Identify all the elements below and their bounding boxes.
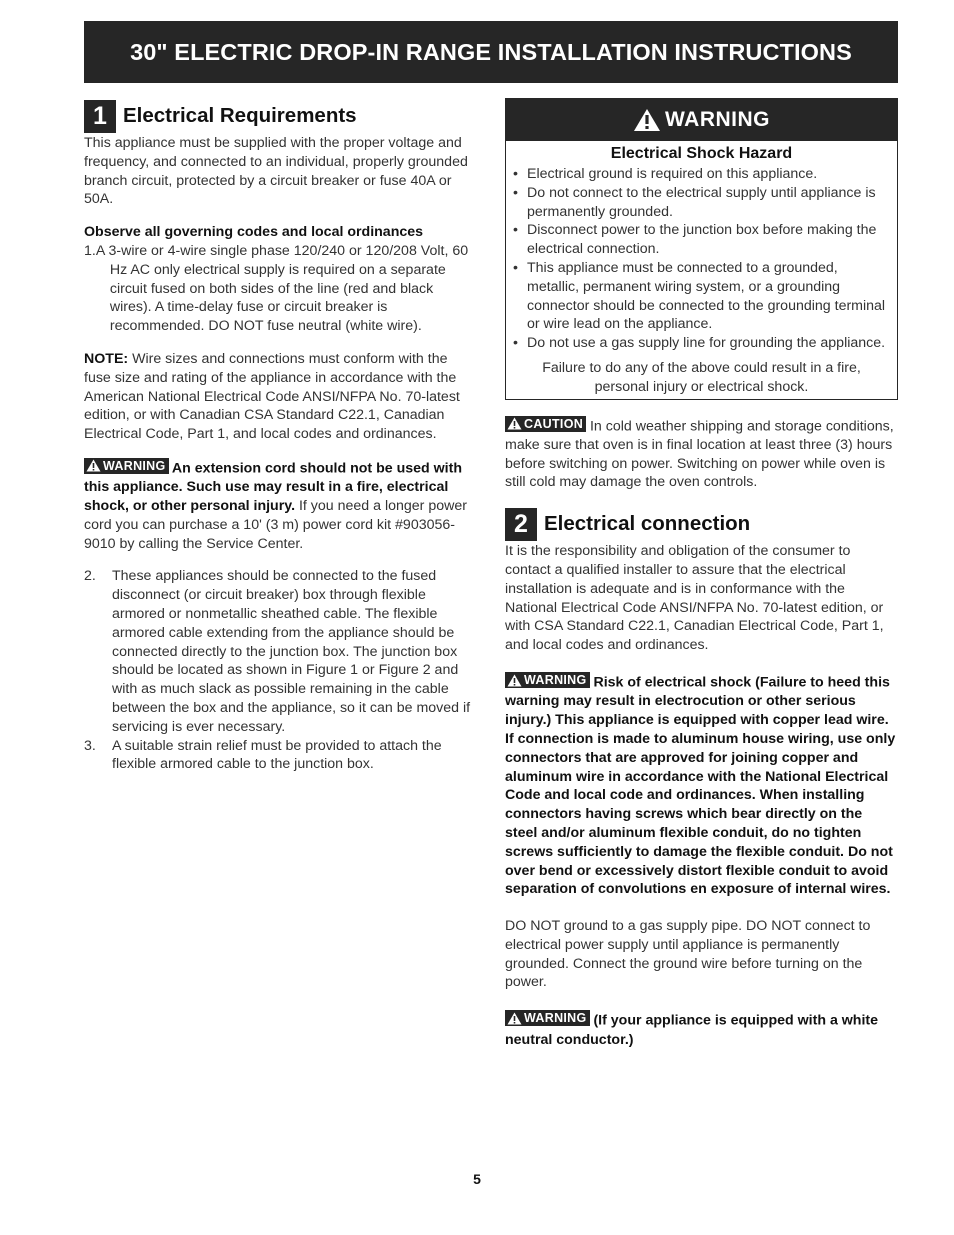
list-number: 1. [84,242,96,259]
section-number-badge: 2 [505,508,537,541]
electrical-shock-warning-box [505,98,898,400]
connection-intro: It is the responsibility and obligation of the consumer to contact a qualified installer to assure that the electrical installation is adequate and is in conformance with the National Electrical Code ANSI/NFPA No. 70-latest edition, or with CSA Standard C22.1, Canadian Electrical Code, Part 1, and local codes and ordinances. [505,543,884,654]
left-column [84,100,478,774]
note-text: Wire sizes and connections must conform with the fuse size and rating of the appliance in accordance with the American National Electrical Code ANSI/NFPA No. 70-latest edition, or with Canadian CSA Standard C22.1, Canadian Electrical Code, Part 1, and local codes and ordinances. [84,350,460,443]
warning-triangle-icon [507,417,522,430]
bullet-text: Electrical ground is required on this appliance. [527,166,818,182]
caution-text: In cold weather shipping and storage conditions, make sure that oven is in final location at least three (3) hours before switching on power. Switching on power while oven is still cold may damage the oven controls. [505,418,894,491]
list-item-3 [84,737,478,775]
warning-bold-text: (If your appliance is equipped with a white neutral conductor.) [505,1012,879,1048]
neutral-conductor-warning [505,1010,898,1049]
section-title: Electrical connection [544,512,751,536]
list-number: 2. [84,568,96,585]
list-item-2 [84,567,478,736]
extension-cord-warning [84,458,478,553]
warning-label-badge [84,458,169,474]
page-number: 5 [473,1171,481,1187]
list-text: These appliances should be connected to the fused disconnect (or circuit breaker) box through flexible armored or nonmetallic sheathed cable. The flexible armored cable extending from the appliance should be connected directly to the junction box. The junction box should be located as shown in Figure 1 or Figure 2 and with as much slack as possible remaining in the cable between the box and the appliance, so it can be moved if servicing is ever necessary. [112,568,471,735]
caution-label-text: CAUTION [524,416,584,431]
bullet-dot: • [513,184,518,201]
bullet-text: Do not use a gas supply line for grounding the appliance. [527,335,886,352]
warning-triangle-icon [507,674,522,687]
bullet-dot: • [513,259,518,276]
warning-bold-text: Risk of electrical shock (Failure to heed this warning may result in electrocution or other serious injury.) This appliance is equipped with copper lead wire. If connection is made to aluminum house wiring, use only connectors that are approved for joining copper and aluminum wire in accordance with the National Electrical Code and local code and ordinances. When installing connectors having screws which bear directly on the steel and/or aluminum flexible conduit, do no tighten screws sufficiently to damage the flexible conduit. Do not over bend or excessively distort flexible conduit to avoid separation of convolutions en exposure of internal wires. [505,674,896,898]
warning-triangle-icon [86,459,101,472]
warning-triangle-icon [507,1012,522,1025]
numbered-list [84,567,478,774]
warning-label-text: WARNING [103,458,166,473]
caution-label-badge [505,416,586,432]
caution-paragraph [505,416,898,493]
section-1-header [84,100,478,133]
codes-heading: Observe all governing codes and local ordinances [84,224,424,241]
warning-label-text: WARNING [524,673,587,688]
warning-label-badge [505,1010,590,1026]
list-text: A suitable strain relief must be provided to attach the flexible armored cable to the junction box. [112,737,442,773]
warning-text: If you need a longer power cord you can purchase a 10' (3 m) power cord kit #903056-9010 by calling the Service Center. [84,498,467,552]
note-label: NOTE: [84,350,129,367]
bullet-item [513,259,891,334]
warning-triangle-icon [633,108,661,132]
bullet-dot: • [513,166,518,182]
list-item-1 [84,242,478,336]
page-title: 30" ELECTRIC DROP-IN RANGE INSTALLATION INSTRUCTIONS [84,21,898,83]
list-text: A 3-wire or 4-wire single phase 120/240 or 120/208 Volt, 60 Hz AC only electrical supply is required on a separate circuit fused on both sides of the line (red and black wires). A time-delay fuse or circuit breaker is recommended. DO NOT fuse neutral (white wire). [95,242,469,335]
bullet-item [513,221,891,259]
warning-label-badge [505,672,590,688]
warning-label-text: WARNING [524,1011,587,1026]
warning-bold-text: An extension cord should not be used with this appliance. Such use may result in a fire, electrical shock, or other personal injury. [84,460,462,515]
bullet-item [513,184,891,222]
note-paragraph [84,350,478,444]
ground-paragraph: DO NOT ground to a gas supply pipe. DO NOT connect to electrical power supply until appliance is permanently grounded. Connect the ground wire before turning on the power. [505,918,871,991]
list-number: 3. [84,737,96,754]
section-2-header [505,508,898,541]
bullet-item [513,165,891,184]
bullet-text: Disconnect power to the junction box before making the electrical connection. [527,222,877,258]
bullet-item [513,334,891,353]
section-number-badge: 1 [84,100,116,133]
warning-bullet-list [506,165,897,353]
bullet-text: Do not connect to the electrical supply until appliance is permanently grounded. [527,184,876,220]
bullet-text: This appliance must be connected to a grounded, metallic, permanent wiring system, or a grounding connector should be connected to the grounding terminal or wire lead on the appliance. [527,259,886,333]
warning-box-header [506,99,897,141]
warning-box-subtitle: Electrical Shock Hazard [610,145,793,162]
section-title: Electrical Requirements [123,104,357,128]
intro-paragraph: This appliance must be supplied with the proper voltage and frequency, and connected to an individual, properly grounded branch circuit, protected by a circuit breaker or fuse 40A or 50A. [84,135,468,208]
warning-box-header-text: WARNING [665,107,770,131]
bullet-dot: • [513,335,518,352]
bullet-dot: • [513,222,518,239]
warning-box-footer: Failure to do any of the above could result in a fire, personal injury or electrical shock. [542,359,861,395]
right-column [505,98,898,1049]
shock-risk-warning [505,672,898,899]
